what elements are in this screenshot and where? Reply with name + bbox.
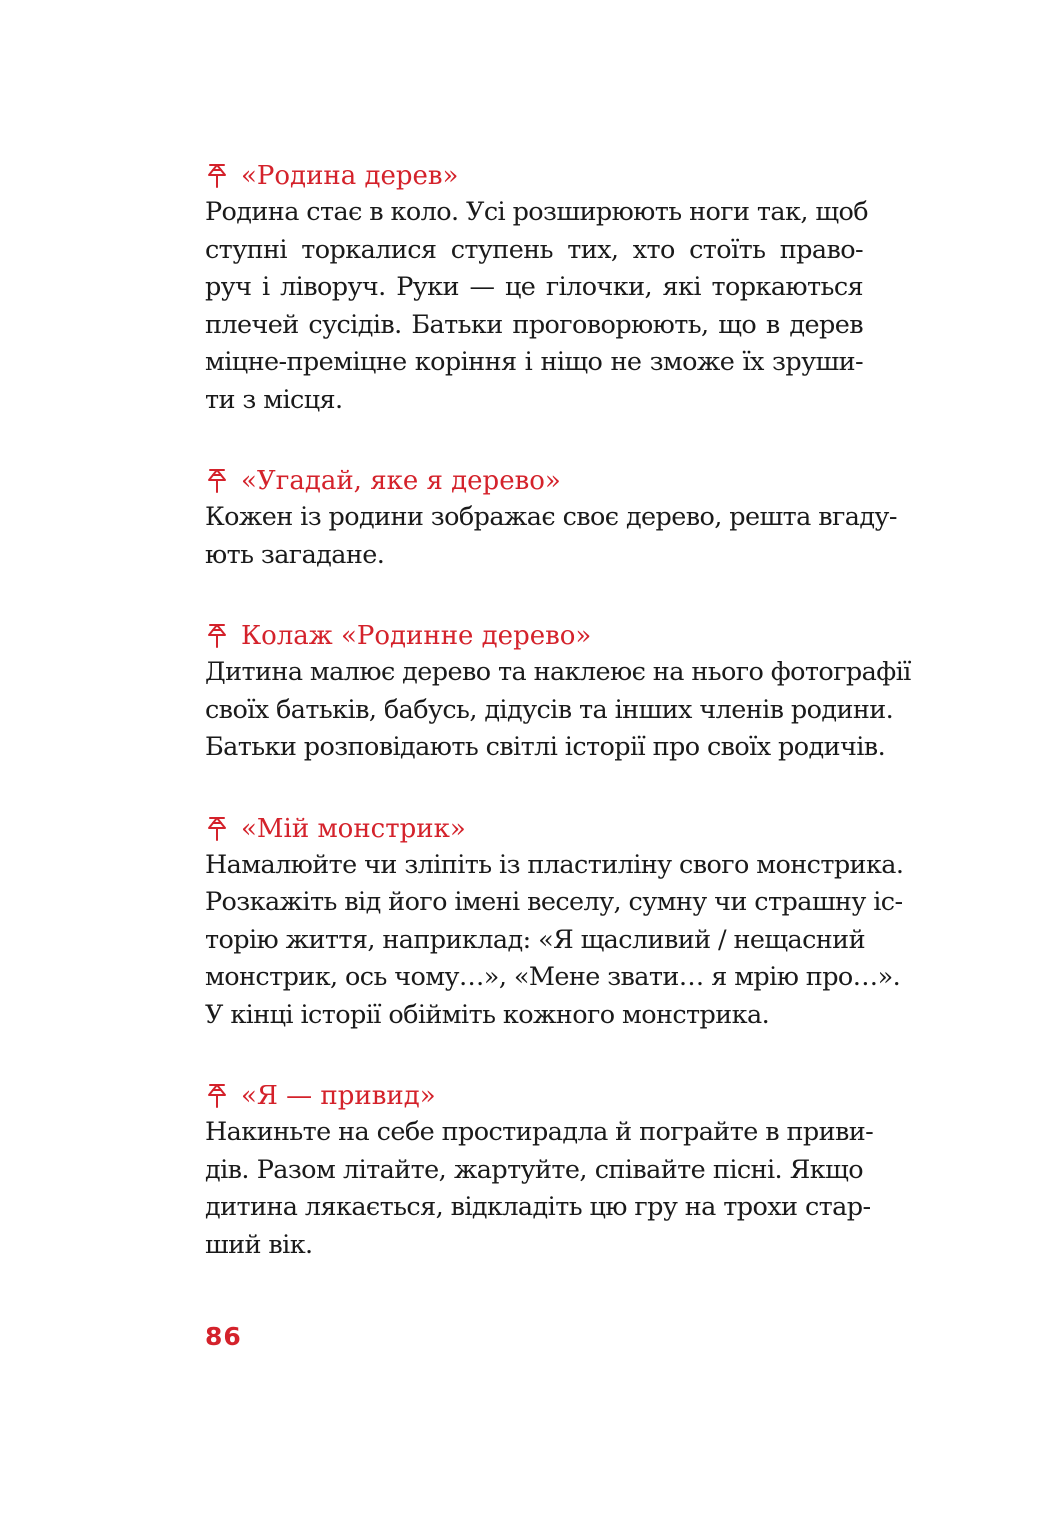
page-number: 86 (205, 1322, 242, 1351)
activity-title: «Я — привид» (241, 1081, 436, 1111)
text-line: руч і ліворуч. Руки — це гілочки, які торкаються (205, 272, 863, 302)
pushpin-icon (205, 163, 229, 189)
activity-heading (205, 158, 863, 194)
text-line: Намалюйте чи зліпіть із пластиліну свого монстрика. (205, 849, 904, 880)
text-line: Дитина малює дерево та наклеює на нього фотографії (205, 657, 911, 687)
text-line: ший вік. (205, 1229, 313, 1260)
text-line: ступні торкалися ступень тих, хто стоїть право- (205, 234, 863, 265)
text-line: Накиньте на себе простирадла й пограйте в приви- (205, 1117, 874, 1147)
activity-title: «Угадай, яке я дерево» (241, 466, 561, 496)
pushpin-icon (205, 623, 229, 649)
text-line: Родина стає в коло. Усі розширюють ноги так, щоб (205, 197, 868, 227)
text-line: монстрик, ось чому…», «Мене звати… я мрію про…». (205, 962, 901, 992)
text-line: міцне-преміцне коріння і ніщо не зможе їх зруши- (205, 347, 863, 377)
text-line: Батьки розповідають світлі історії про своїх родичів. (205, 732, 886, 762)
activity-text (205, 499, 897, 574)
activity-text (205, 1114, 874, 1264)
text-line: торію життя, наприклад: «Я щасливий / нещасний (205, 924, 865, 955)
text-line: ють загадане. (205, 539, 385, 570)
activity-heading (205, 463, 863, 499)
pushpin-icon (205, 468, 229, 494)
activity-heading (205, 618, 863, 654)
text-line: Розкажіть від його імені веселу, сумну чи страшну іс- (205, 887, 903, 917)
activity-title: «Родина дерев» (241, 161, 459, 191)
activity-section (205, 811, 904, 1035)
text-line: плечей сусідів. Батьки проговорюють, що в дерев (205, 309, 863, 340)
text-line: своїх батьків, бабусь, дідусів та інших членів родини. (205, 694, 894, 725)
activity-heading (205, 1078, 863, 1114)
activity-title: «Мій монстрик» (241, 813, 466, 844)
text-line: Кожен із родини зображає своє дерево, решта вгаду- (205, 502, 897, 532)
activity-text (205, 847, 904, 1035)
page-body (205, 158, 911, 1308)
pushpin-icon (205, 816, 229, 842)
activity-title: Колаж «Родинне дерево» (241, 621, 592, 651)
text-line: У кінці історії обійміть кожного монстрика. (205, 999, 770, 1030)
activity-text (205, 654, 911, 767)
activity-section (205, 158, 868, 419)
activity-section (205, 618, 911, 767)
text-line: дитина лякається, відкладіть цю гру на трохи стар- (205, 1192, 871, 1222)
activity-text (205, 194, 868, 419)
text-line: дів. Разом літайте, жартуйте, співайте пісні. Якщо (205, 1154, 863, 1185)
activity-section (205, 1078, 874, 1264)
text-line: ти з місця. (205, 384, 343, 415)
pushpin-icon (205, 1083, 229, 1109)
activity-section (205, 463, 897, 574)
activity-heading (205, 811, 863, 847)
